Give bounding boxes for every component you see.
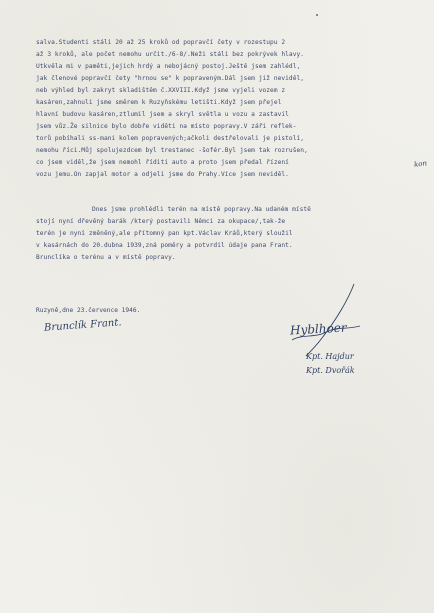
- text-line: jsem vůz.Že silnice bylo dobře viděti na místo popravy.V záři reflek-: [36, 123, 297, 130]
- paragraph-2: [36, 204, 311, 264]
- text-line: co jsem viděl,že jsem nemohl říditi auto a proto jsem předal řízení: [36, 159, 289, 166]
- signature-right-3: Kpt. Dvořák: [306, 366, 355, 375]
- text-line: neb výhled byl zakryt skladištěm č.XXVIII.Když jsme vyjeli vozem z: [36, 87, 286, 94]
- text-line: Utkvěla mi v paměti,jejich hrdý a nebojácný postoj.Ještě jsem zahlédl,: [36, 63, 301, 70]
- text-line: až 3 kroků, ale počet nemohu určit./6-8/.Neži stáli bez pokrývek hlavy.: [36, 51, 305, 58]
- margin-note: kon: [413, 159, 428, 169]
- text-line: kasáren,zahnuli jsme směrem k Ruzyňskému letišti.Když jsem přejel: [36, 99, 282, 106]
- text-line: jak členové popravčí čety "hrnou se" k popraveným.Dál jsem již neviděl,: [36, 75, 305, 82]
- text-line: salva.Studenti stáli 20 až 25 kroků od popravčí čety v rozestupu 2: [36, 39, 286, 46]
- text-line: vozu jemu.On zapjal motor a odjeli jsme do Prahy.Více jsem neviděl.: [36, 171, 289, 178]
- signature-right-2: Kpt. Hajdur: [306, 352, 354, 361]
- signature-left: Brunclík Frant.: [43, 317, 122, 334]
- place-date: Ruzyně,dne 23.července 1946.: [36, 307, 141, 314]
- text-line: Dnes jsme prohlédli terén na místě popravy.Na udaném místě: [92, 206, 311, 213]
- signature-right-1: Hyblhoer: [289, 320, 347, 338]
- paper-speck: [316, 14, 318, 16]
- text-line: Brunclíka o terénu a v místě popravy.: [36, 254, 176, 261]
- text-line: stojí nyní dřevěný barák /který postavili Němci za okupace/,tak-že: [36, 218, 286, 225]
- text-line: hlavní budovu kasáren,ztlumil jsem a skryl světla u vozu a zastavil: [36, 111, 289, 118]
- text-line: nemohu říci.Můj spolujezdcem byl trestanec -šofér.Byl jsem tak rozrušen,: [36, 147, 308, 154]
- text-line: v kasárnách do 20.dubna 1939,zná poměry a potvrdil údaje pana Frant.: [36, 242, 293, 249]
- text-line: terén je nyní změněný,ale přítomný pan kpt.Václav Kráů,který sloužil: [36, 230, 293, 237]
- paragraph-1: [36, 37, 308, 181]
- text-line: torů pobíhali ss-mani kolem popravených;ačkoli destřelovali je pistolí,: [36, 135, 305, 142]
